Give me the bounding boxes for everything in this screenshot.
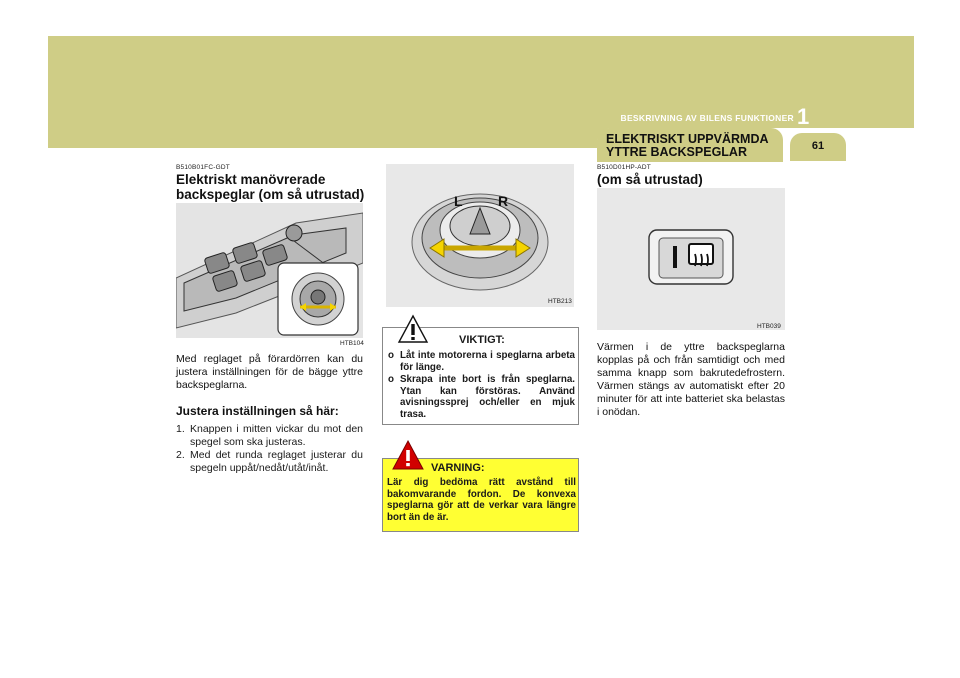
image-code: HTB039 (757, 323, 781, 330)
chapter-title: BESKRIVNING AV BILENS FUNKTIONER (620, 113, 794, 123)
steps-list (176, 423, 363, 475)
warning-triangle-icon (397, 314, 429, 344)
list-item: o Låt inte motorerna i speglarna arbeta för länge. (388, 350, 575, 373)
adjust-subheading: Justera inställningen så här: (176, 404, 339, 418)
list-item: o Skrapa inte bort is från speglarna. Ytan kan förstöras. Använd avisningssprej och/eller en mjuk trasa. (388, 374, 575, 420)
list-item: 1. Knappen i mitten vickar du mot den spegel som ska justeras. (176, 423, 363, 448)
warning-triangle-icon (391, 439, 425, 471)
page-number: 61 (811, 140, 825, 152)
defroster-switch-illustration (597, 188, 785, 330)
section-code: B510D01HP-ADT (597, 164, 651, 171)
door-switch-illustration (176, 203, 363, 338)
mirror-knob-illustration (386, 164, 574, 307)
knob-right-label: R (498, 193, 509, 209)
knob-left-label: L (454, 193, 463, 209)
important-list (388, 350, 575, 422)
warning-title: VARNING: (431, 462, 485, 474)
list-item: 2. Med det runda reglaget justerar du spegeln uppåt/nedåt/utåt/inåt. (176, 449, 363, 474)
defroster-switch-image (597, 188, 785, 330)
mirror-knob-image (386, 164, 574, 307)
warning-text: Lär dig bedöma rätt avstånd till bakomvarande fordon. De konvexa speglarna gör att de verkar vara längre bort än de är. (387, 477, 576, 523)
defroster-text: Värmen i de yttre backspeglarna kopplas på och från samtidigt och med samma knapp som bakrutedefrostern. Värmen stängs av automatiskt efter 20 minuter för att inte batteriet ska belastas i onödan. (597, 341, 785, 418)
section-heading: Elektriskt manövrerade backspeglar (om så utrustad) (176, 172, 365, 202)
important-title: VIKTIGT: (459, 334, 505, 346)
door-panel-image (176, 203, 363, 338)
important-notice (382, 327, 579, 425)
image-code: HTB104 (340, 340, 364, 347)
intro-text: Med reglaget på förardörren kan du justera inställningen för de bägge yttre backspeglarna. (176, 353, 363, 391)
section-heading: (om så utrustad) (597, 172, 703, 187)
image-code: HTB213 (548, 298, 572, 305)
warning-notice (382, 458, 579, 532)
chapter-number: 1 (797, 104, 810, 129)
section-title: ELEKTRISKT UPPVÄRMDA YTTRE BACKSPEGLAR (606, 132, 769, 159)
section-code: B510B01FC-GDT (176, 164, 230, 171)
